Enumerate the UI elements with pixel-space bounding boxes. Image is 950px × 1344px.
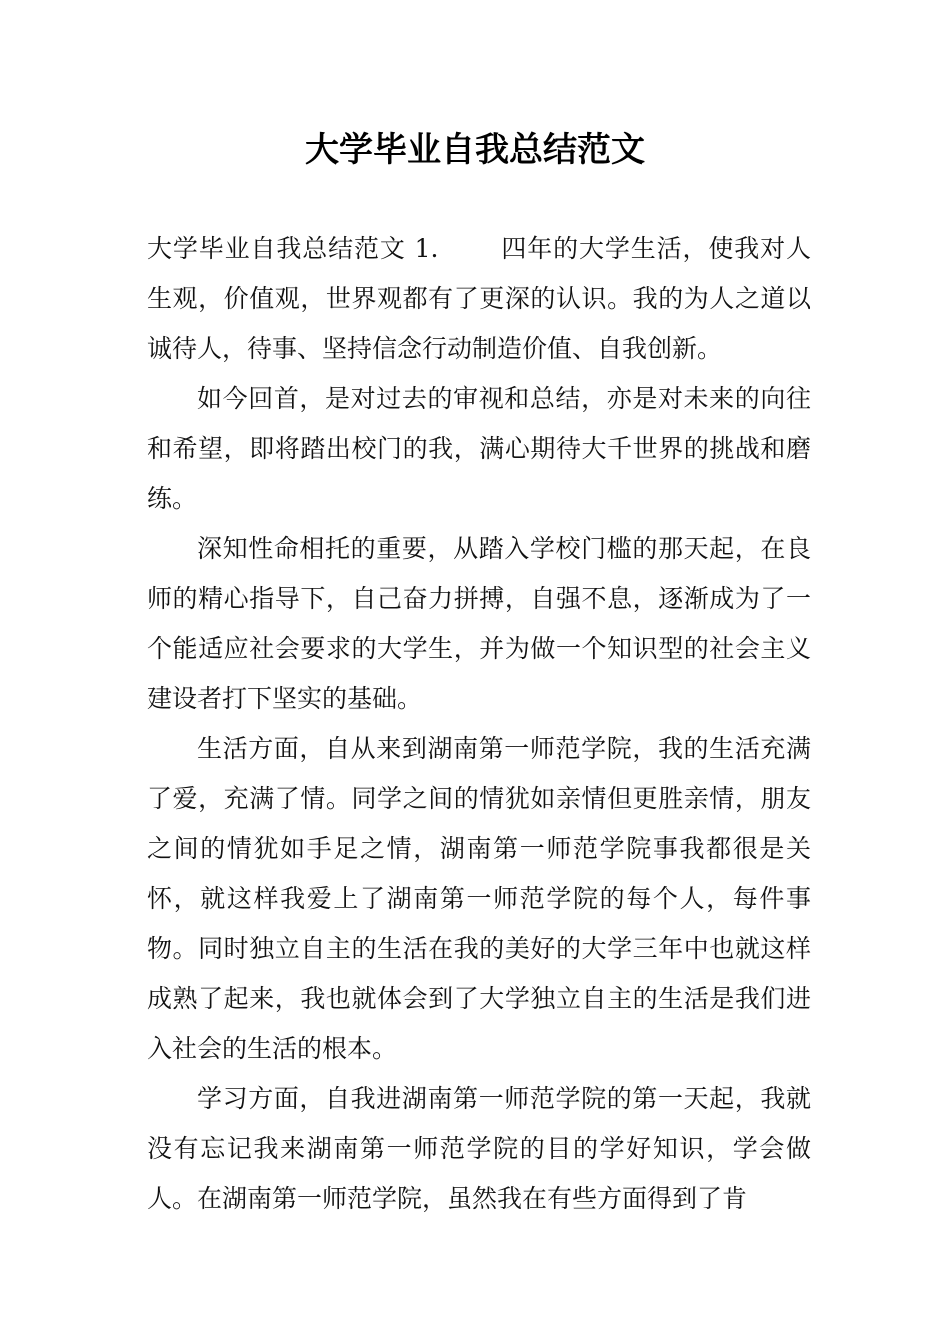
paragraph-3: 深知性命相托的重要，从踏入学校门槛的那天起，在良师的精心指导下，自己奋力拼搏，自强不息，逐渐成为了一个能适应社会要求的大学生，并为做一个知识型的社会主义建设者打下坚实的基础。 xyxy=(147,534,811,713)
paragraph-2: 如今回首，是对过去的审视和总结，亦是对未来的向往和希望，即将踏出校门的我，满心期待大千世界的挑战和磨练。 xyxy=(147,384,811,513)
paragraph-5: 学习方面，自我进湖南第一师范学院的第一天起，我就没有忘记我来湖南第一师范学院的目的学好知识，学会做人。在湖南第一师范学院，虽然我在有些方面得到了肯 xyxy=(147,1084,811,1213)
section-heading: 大学毕业自我总结范文 1. xyxy=(147,234,439,263)
document-body xyxy=(147,224,811,1224)
paragraph-4: 生活方面，自从来到湖南第一师范学院，我的生活充满了爱，充满了情。同学之间的情犹如亲情但更胜亲情，朋友之间的情犹如手足之情，湖南第一师范学院事我都很是关怀，就这样我爱上了湖南第一师范学院的每个人，每件事物。同时独立自主的生活在我的美好的大学三年中也就这样成熟了起来，我也就体会到了大学独立自主的生活是我们进入社会的生活的根本。 xyxy=(147,734,811,1063)
document-title: 大学毕业自我总结范文 xyxy=(305,130,645,170)
paragraph-1-text: 四年的大学生活，使我对人生观，价值观，世界观都有了更深的认识。我的为人之道以诚待人，待事、坚持信念行动制造价值、自我创新。 xyxy=(147,234,811,363)
paragraph-1 xyxy=(147,224,811,374)
